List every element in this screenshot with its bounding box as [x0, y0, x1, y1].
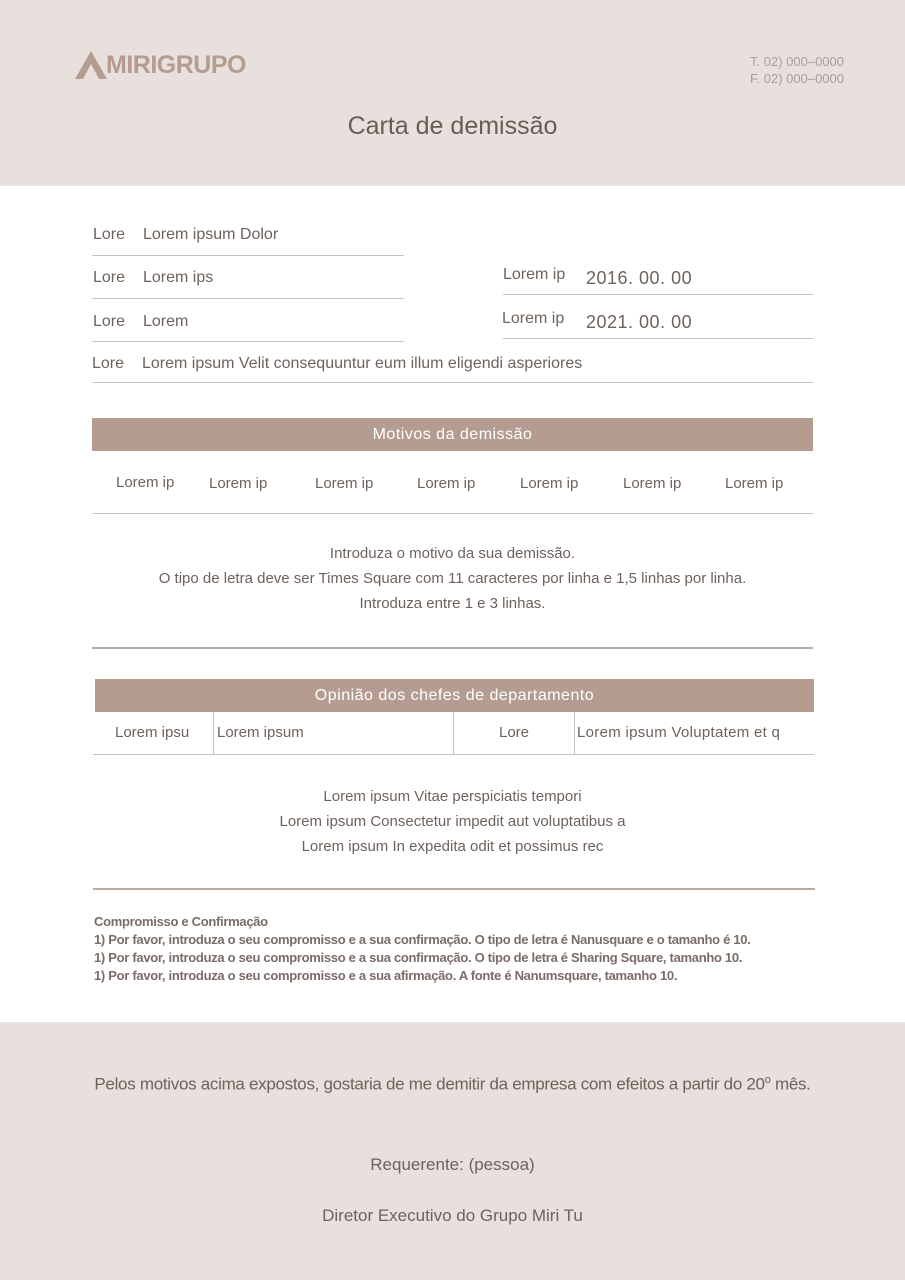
opinion-cell[interactable]: Lorem ipsum	[217, 724, 304, 741]
company-logo	[74, 50, 246, 80]
reason-text-block[interactable]	[0, 541, 905, 616]
reason-option[interactable]: Lorem ip	[209, 475, 268, 492]
opinion-cell[interactable]: Lorem ipsu	[115, 724, 190, 741]
date-value[interactable]: 2016. 00. 00	[586, 268, 693, 288]
field-label: Lore	[93, 313, 126, 330]
reason-option[interactable]: Lorem ip	[315, 475, 374, 492]
director-label: Diretor Executivo do Grupo Miri Tu	[322, 1206, 583, 1225]
field-underline	[92, 298, 404, 299]
statement-superscript: o	[764, 1074, 771, 1086]
opinion-cell[interactable]: Lorem ipsum Voluptatem et q	[577, 724, 781, 741]
phone-number: T. 02) 000–0000	[750, 54, 844, 69]
opinion-text-line: Lorem ipsum Consectetur impedit aut voluptatibus a	[279, 813, 626, 830]
reason-text-line: Introduza entre 1 e 3 linhas.	[359, 595, 546, 612]
field-value[interactable]: Lorem ips	[143, 269, 214, 286]
opinion-cell[interactable]: Lore	[499, 724, 530, 741]
reason-option[interactable]: Lorem ip	[725, 475, 784, 492]
reason-option[interactable]: Lorem ip	[623, 475, 682, 492]
field-underline	[92, 382, 813, 383]
contact-info	[700, 53, 844, 87]
date-label: Lorem ip	[502, 310, 565, 327]
reason-option[interactable]: Lorem ip	[116, 474, 175, 491]
date-label: Lorem ip	[503, 266, 566, 283]
commitment-block	[94, 913, 751, 985]
date-underline	[503, 294, 813, 295]
resignation-statement	[0, 1074, 905, 1095]
commitment-line: 1) Por favor, introduza o seu compromisso e a sua confirmação. O tipo de letra é Nanusquare e o tamanho é 10.	[94, 932, 751, 947]
logo-text: MIRIGRUPO	[106, 50, 246, 79]
fax-number: F. 02) 000–0000	[750, 71, 844, 86]
date-underline	[503, 338, 813, 339]
commitment-title: Compromisso e Confirmação	[94, 914, 268, 929]
header-band	[0, 0, 905, 186]
opinion-text-block[interactable]	[0, 784, 905, 859]
reason-option[interactable]: Lorem ip	[520, 475, 579, 492]
applicant-label[interactable]: Requerente: (pessoa)	[370, 1155, 535, 1174]
footer-band	[0, 1022, 905, 1280]
reason-option[interactable]: Lorem ip	[417, 475, 476, 492]
page-title: Carta de demissão	[347, 112, 558, 140]
table-divider	[453, 712, 454, 754]
opinion-heading: Opinião dos chefes de departamento	[95, 679, 814, 712]
commitment-line: 1) Por favor, introduza o seu compromisso e a sua afirmação. A fonte é Nanumsquare, tamanho 10.	[94, 968, 678, 983]
opinion-text-line: Lorem ipsum In expedita odit et possimus rec	[301, 838, 604, 855]
statement-text: Pelos motivos acima expostos, gostaria de me demitir da empresa com efeitos a partir do 20	[94, 1074, 765, 1094]
field-underline	[92, 341, 404, 342]
reason-text-line: Introduza o motivo da sua demissão.	[329, 545, 576, 562]
field-label: Lore	[92, 355, 125, 372]
field-value[interactable]: Lorem ipsum Dolor	[143, 226, 279, 243]
field-underline	[92, 255, 404, 256]
field-value[interactable]: Lorem	[143, 313, 189, 330]
date-value[interactable]: 2021. 00. 00	[586, 312, 693, 332]
field-value[interactable]: Lorem ipsum Velit consequuntur eum illum eligendi asperiores	[142, 355, 583, 372]
field-label: Lore	[93, 269, 126, 286]
reason-text-line: O tipo de letra deve ser Times Square com 11 caracteres por linha e 1,5 linhas por linha.	[158, 570, 747, 587]
table-divider	[574, 712, 575, 754]
reasons-options-divider	[92, 513, 813, 514]
section-divider	[93, 888, 815, 890]
logo-triangle-icon	[74, 50, 108, 80]
field-label: Lore	[93, 226, 126, 243]
opinion-text-line: Lorem ipsum Vitae perspiciatis tempori	[323, 788, 582, 805]
section-divider	[92, 647, 813, 649]
opinion-table-bottom	[93, 754, 814, 755]
statement-text-end: mês.	[770, 1074, 811, 1094]
table-divider	[213, 712, 214, 754]
commitment-line: 1) Por favor, introduza o seu compromisso e a sua confirmação. O tipo de letra é Sharing Square, tamanho 10.	[94, 950, 743, 965]
reasons-heading: Motivos da demissão	[92, 418, 813, 451]
